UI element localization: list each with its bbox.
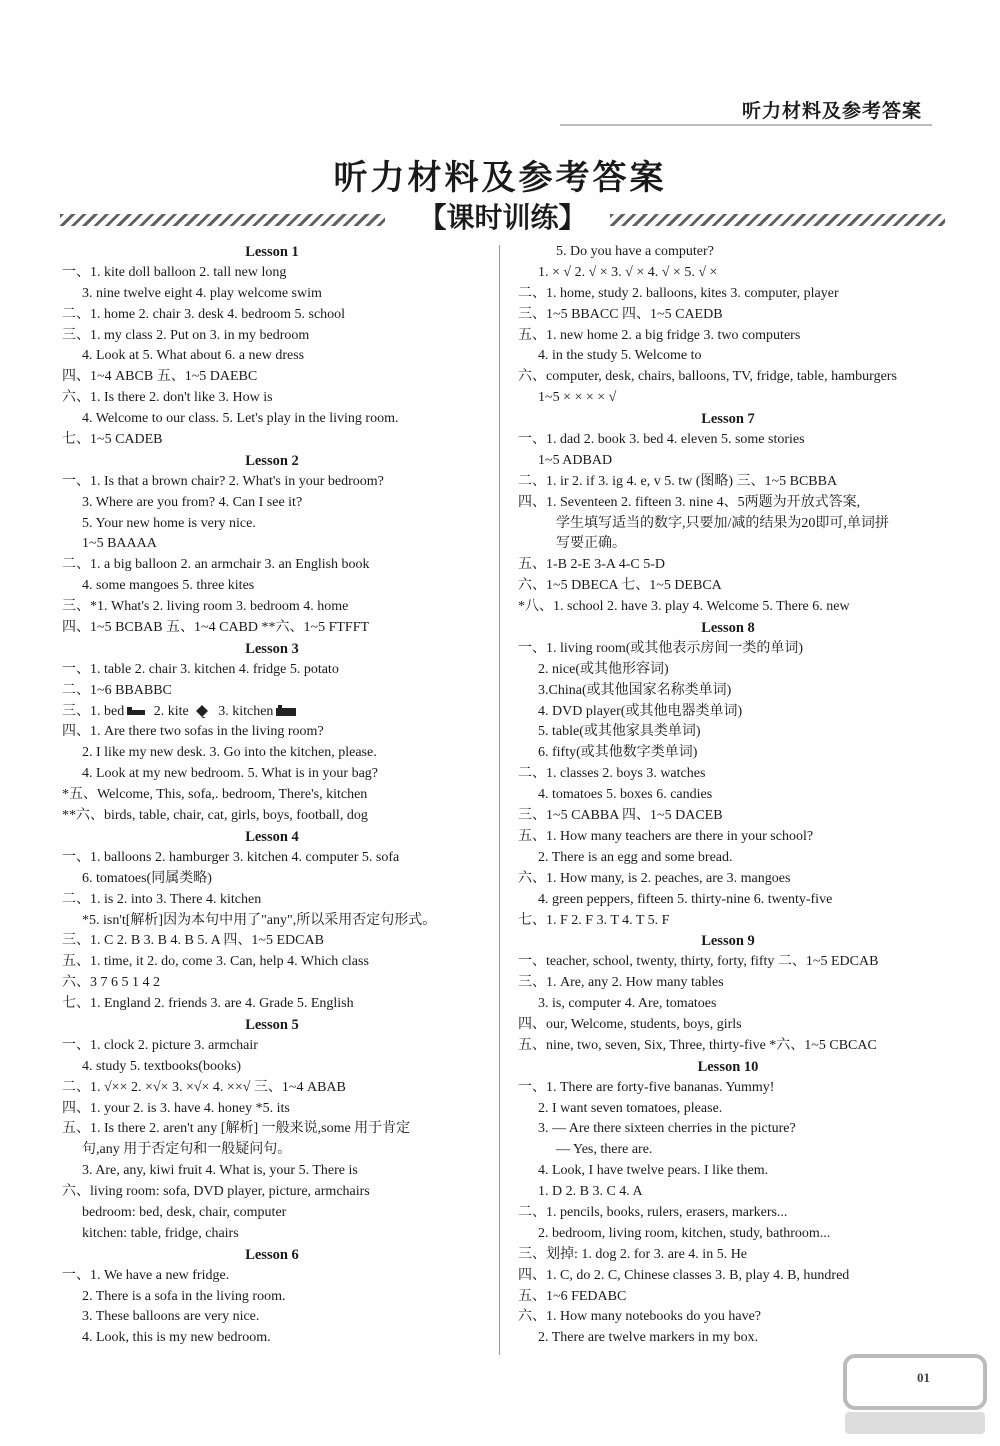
answer-line: 4. study 5. textbooks(books) (82, 1058, 242, 1074)
answer-line: 五、1. time, it 2. do, come 3. Can, help 4. Which class (62, 954, 369, 970)
answer-line: 4. green peppers, fifteen 5. thirty-nine 6. twenty-five (538, 891, 833, 907)
answer-line: 二、1. home 2. chair 3. desk 4. bedroom 5. school (62, 306, 346, 322)
answer-line: *5. isn't[解析]因为本句中用了"any",所以采用否定句形式。 (82, 912, 437, 928)
answer-line: 5. Do you have a computer? (556, 244, 714, 259)
lesson-heading: Lesson 3 (245, 640, 299, 657)
answer-line: 学生填写适当的数字,只要加/减的结果为20即可,单词拼 (556, 515, 889, 531)
answer-line: 六、3 7 6 5 1 4 2 (62, 975, 160, 991)
answer-line: 三、1. Are, any 2. How many tables (518, 975, 724, 991)
answer-line: 七、1. England 2. friends 3. are 4. Grade 5. English (62, 996, 354, 1012)
header-rule (560, 124, 932, 126)
answer-line: 一、1. We have a new fridge. (62, 1267, 230, 1283)
answer-line: 三、划掉: 1. dog 2. for 3. are 4. in 5. He (518, 1246, 748, 1262)
answer-line: 一、1. dad 2. book 3. bed 4. eleven 5. some stories (518, 432, 805, 448)
answer-line: 二、1. √×× 2. ×√× 3. ×√× 4. ××√ 三、1~4 ABAB (62, 1079, 346, 1095)
answer-line: 3. is, computer 4. Are, tomatoes (538, 996, 717, 1012)
answer-line: 四、1~5 BCBAB 五、1~4 CABD **六、1~5 FTFFT (62, 620, 370, 636)
kitchen-icon (275, 704, 297, 718)
answer-line: 6. tomatoes(同属类略) (82, 870, 212, 886)
answer-line: 一、1. living room(或其他表示房间一类的单词) (518, 640, 804, 656)
answer-line: 六、computer, desk, chairs, balloons, TV, fridge, table, hamburgers (518, 369, 897, 385)
answer-line: 2. I want seven tomatoes, please. (538, 1100, 723, 1116)
answer-line: *五、Welcome, This, sofa,. bedroom, There's, kitchen (62, 787, 368, 803)
section-banner (60, 196, 945, 236)
answer-line: 五、1. How many teachers are there in your school? (518, 828, 814, 844)
answer-line: 四、1. Seventeen 2. fifteen 3. nine 4、5两题为开放式答案, (518, 494, 861, 510)
answer-line: 二、1. a big balloon 2. an armchair 3. an English book (62, 557, 370, 573)
answer-line: 二、1. pencils, books, rulers, erasers, markers... (518, 1204, 788, 1220)
answer-line: 二、1. classes 2. boys 3. watches (518, 766, 706, 782)
lesson-heading: Lesson 4 (245, 828, 299, 845)
answer-line: 4. tomatoes 5. boxes 6. candies (538, 787, 713, 803)
answer-line: 2. There are twelve markers in my box. (538, 1330, 759, 1346)
page-title: 听力材料及参考答案 (333, 158, 667, 198)
lesson3-item-kite: 2. kite (150, 703, 189, 719)
answer-line: 五、1~6 FEDABC (518, 1288, 627, 1304)
answer-line: 五、1-B 2-E 3-A 4-C 5-D (518, 557, 665, 573)
answer-line: 二、1~6 BBABBC (62, 682, 172, 698)
answer-line: 一、1. There are forty-five bananas. Yummy! (518, 1079, 775, 1095)
answer-line: 一、teacher, school, twenty, thirty, forty, fifty 二、1~5 EDCAB (518, 954, 879, 970)
answer-line: 六、1. Is there 2. don't like 3. How is (62, 390, 273, 406)
kite-icon (191, 704, 213, 718)
answer-line: 四、our, Welcome, students, boys, girls (518, 1016, 742, 1032)
answer-line: 1~5 ADBAD (538, 452, 613, 468)
answer-line: 五、1. new home 2. a big fridge 3. two computers (518, 327, 801, 343)
answer-line: — Yes, there are. (556, 1142, 653, 1158)
answer-line: 1. × √ 2. √ × 3. √ × 4. √ × 5. √ × (538, 264, 718, 280)
answer-line: 写要正确。 (556, 536, 626, 552)
answer-line: bedroom: bed, desk, chair, computer (82, 1204, 287, 1220)
answer-line: 3. Are, any, kiwi fruit 4. What is, your 5. There is (82, 1163, 358, 1179)
answer-line: 6. fifty(或其他数字类单词) (538, 745, 698, 761)
bed-icon (126, 704, 148, 718)
answer-line: 5. Your new home is very nice. (82, 515, 256, 531)
answer-line: 三、1~5 CABBA 四、1~5 DACEB (518, 808, 723, 824)
answer-line: 3. Where are you from? 4. Can I see it? (82, 494, 303, 510)
answer-line: 1~5 × × × × √ (538, 390, 617, 406)
answer-line: 六、living room: sofa, DVD player, picture, armchairs (62, 1184, 370, 1200)
watermark-logo (840, 1348, 990, 1438)
answer-line: 一、1. balloons 2. hamburger 3. kitchen 4. computer 5. sofa (62, 849, 400, 865)
answer-line: 3. These balloons are very nice. (82, 1309, 260, 1325)
answer-line: 四、1~4 ABCB 五、1~5 DAEBC (62, 369, 258, 385)
answer-line: 一、1. clock 2. picture 3. armchair (62, 1037, 258, 1053)
answer-line: 三、1~5 BBACC 四、1~5 CAEDB (518, 306, 723, 322)
answer-line: 六、1. How many, is 2. peaches, are 3. mangoes (518, 870, 791, 886)
page-number: 01 (917, 1370, 930, 1385)
answer-line: 五、1. Is there 2. aren't any [解析] 一般来说,some 用于肯定 (62, 1121, 411, 1137)
section-title: 【课时训练】 (418, 201, 587, 234)
lesson-heading: Lesson 10 (697, 1058, 759, 1075)
lesson-heading: Lesson 5 (245, 1016, 299, 1033)
answer-line: 一、1. table 2. chair 3. kitchen 4. fridge 5. potato (62, 661, 339, 677)
answer-line: 一、1. Is that a brown chair? 2. What's in your bedroom? (62, 473, 384, 489)
answer-line: **六、birds, table, chair, cat, girls, boys, football, dog (62, 808, 368, 824)
answer-line: 3. — Are there sixteen cherries in the picture? (538, 1121, 796, 1137)
answer-column-right (518, 242, 958, 1349)
lesson-heading: Lesson 9 (701, 933, 755, 950)
answer-line: 四、1. your 2. is 3. have 4. honey *5. its (62, 1100, 290, 1116)
lesson-heading: Lesson 2 (245, 452, 299, 469)
answer-line: 一、1. kite doll balloon 2. tall new long (62, 264, 287, 280)
answer-line: 句,any 用于否定句和一般疑问句。 (82, 1142, 292, 1158)
answer-line: 三、*1. What's 2. living room 3. bedroom 4. home (62, 599, 349, 615)
header-title: 听力材料及参考答案 (741, 100, 922, 122)
answer-line: 4. Look at 5. What about 6. a new dress (82, 348, 305, 364)
answer-line: 五、nine, two, seven, Six, Three, thirty-five *六、1~5 CBCAC (518, 1037, 877, 1053)
stripe-decoration-right (610, 214, 945, 226)
answer-line: 二、1. is 2. into 3. There 4. kitchen (62, 891, 262, 907)
answer-line: 4. Look, I have twelve pears. I like them. (538, 1163, 769, 1179)
answer-line: 4. Look, this is my new bedroom. (82, 1330, 271, 1346)
answer-line: 2. There is an egg and some bread. (538, 849, 733, 865)
lesson-heading: Lesson 8 (701, 620, 755, 637)
answer-line: 2. There is a sofa in the living room. (82, 1288, 286, 1304)
answer-line: 4. in the study 5. Welcome to (538, 348, 702, 364)
answer-line: kitchen: table, fridge, chairs (82, 1225, 239, 1241)
answer-line: 5. table(或其他家具类单词) (538, 724, 701, 740)
answer-line: 四、1. C, do 2. C, Chinese classes 3. B, play 4. B, hundred (518, 1267, 850, 1283)
answer-line: 四、1. Are there two sofas in the living room? (62, 724, 324, 740)
lesson3-item-kitchen: 3. kitchen (214, 703, 274, 719)
lesson3-item-bed: 三、1. bed (62, 703, 125, 719)
lesson-heading: Lesson 1 (245, 244, 299, 260)
answer-line: *八、1. school 2. have 3. play 4. Welcome 5. There 6. new (518, 599, 850, 615)
answer-line: 2. I like my new desk. 3. Go into the kitchen, please. (82, 745, 377, 761)
answer-line: 4. Welcome to our class. 5. Let's play in the living room. (82, 411, 399, 427)
lesson-heading: Lesson 6 (245, 1246, 299, 1263)
answer-line: 七、1~5 CADEB (62, 432, 163, 448)
answer-line: 4. Look at my new bedroom. 5. What is in your bag? (82, 766, 379, 782)
answer-line: 七、1. F 2. F 3. T 4. T 5. F (518, 912, 670, 928)
answer-line: 三、1. C 2. B 3. B 4. B 5. A 四、1~5 EDCAB (62, 933, 324, 949)
answer-line: 1. D 2. B 3. C 4. A (538, 1184, 643, 1200)
answer-column-left (62, 242, 502, 1349)
answer-line: 二、1. home, study 2. balloons, kites 3. computer, player (518, 285, 839, 301)
answer-line: 二、1. ir 2. if 3. ig 4. e, v 5. tw (图略) 三、1~5 BCBBA (518, 473, 838, 489)
answer-line: 三、1. my class 2. Put on 3. in my bedroom (62, 327, 310, 343)
answer-line: 2. nice(或其他形容词) (538, 661, 669, 677)
answer-line: 2. bedroom, living room, kitchen, study, bathroom... (538, 1225, 831, 1241)
answer-line (62, 702, 502, 723)
answer-line: 3. nine twelve eight 4. play welcome swim (82, 285, 322, 301)
answer-line: 4. some mangoes 5. three kites (82, 578, 255, 594)
answer-line: 1~5 BAAAA (82, 536, 157, 552)
lesson-heading: Lesson 7 (701, 411, 755, 428)
answer-line: 3.China(或其他国家名称类单词) (538, 682, 732, 698)
answer-line: 4. DVD player(或其他电器类单词) (538, 703, 743, 719)
answer-line: 六、1. How many notebooks do you have? (518, 1309, 762, 1325)
answer-line: 六、1~5 DBECA 七、1~5 DEBCA (518, 578, 722, 594)
